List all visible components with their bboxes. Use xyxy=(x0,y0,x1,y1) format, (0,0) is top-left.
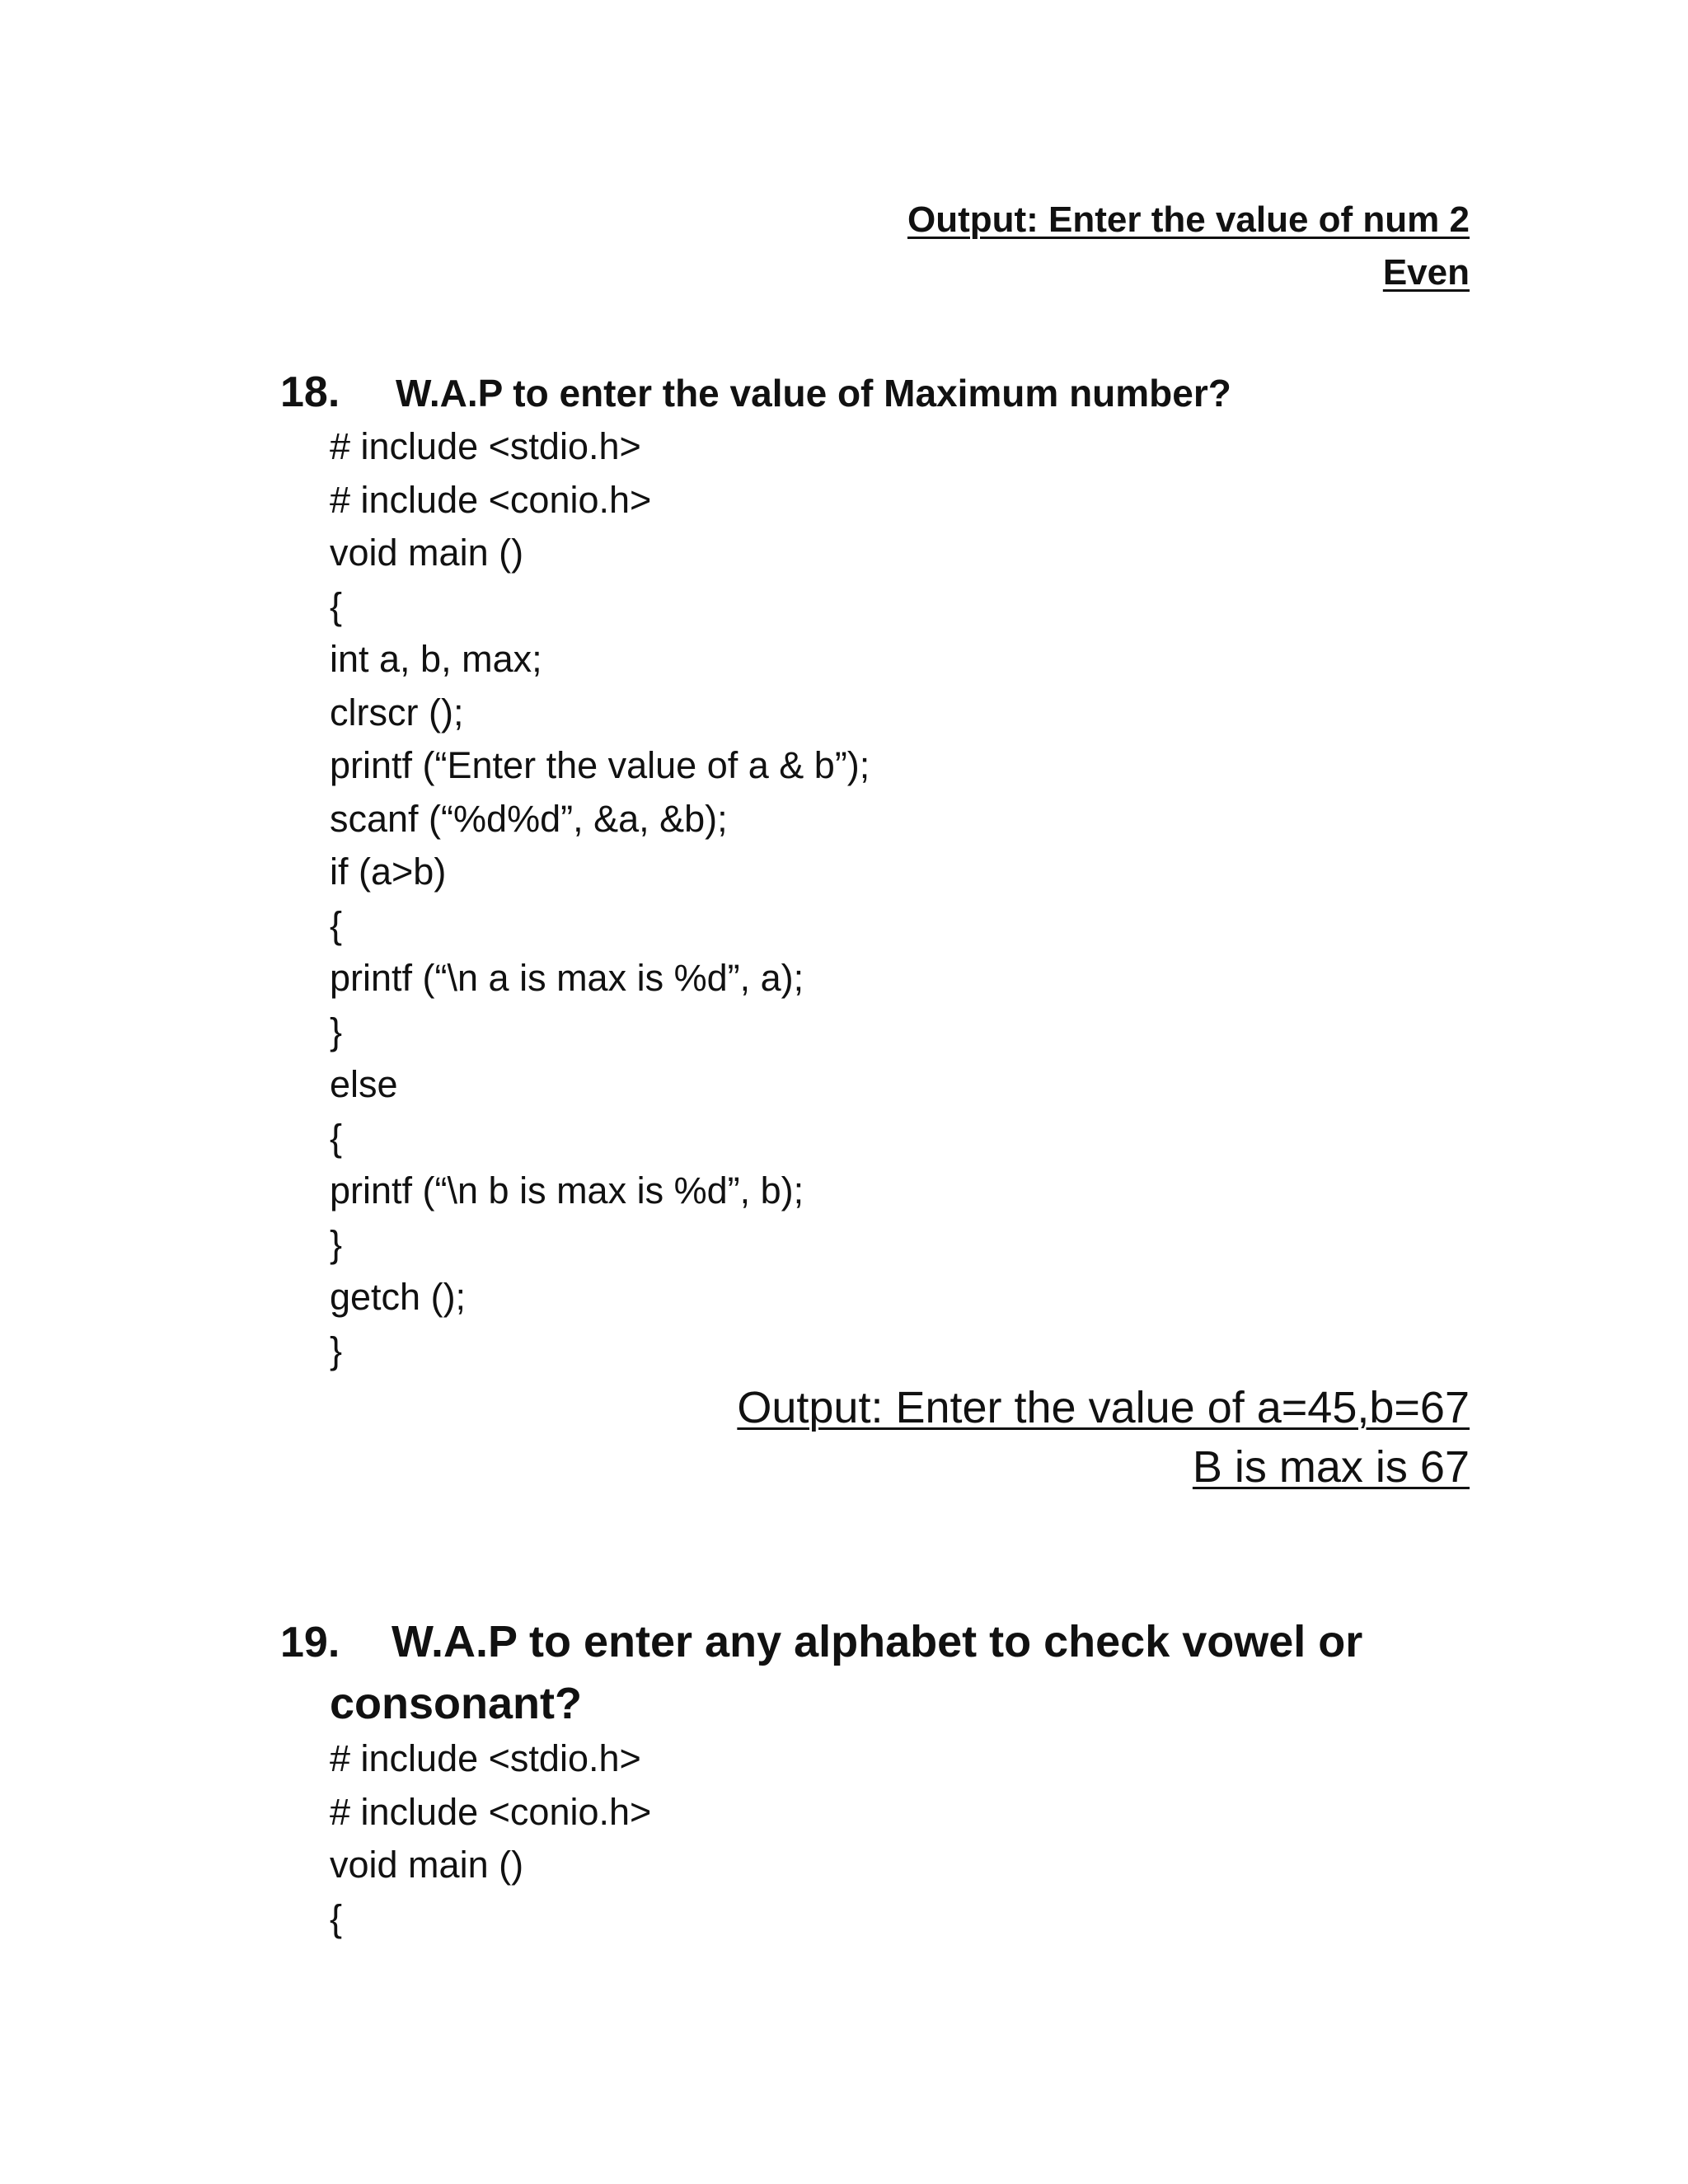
code-line: { xyxy=(330,1896,343,1939)
code-line: void main () xyxy=(330,532,524,574)
question-19-title-line-2: consonant? xyxy=(330,1679,582,1728)
code-line: void main () xyxy=(330,1844,524,1886)
question-19-heading xyxy=(280,1611,1362,1734)
code-line: printf (“Enter the value of a & b”); xyxy=(330,744,870,786)
code-line: } xyxy=(330,1010,343,1052)
question-18-output-line-2: B is max is 67 xyxy=(1192,1442,1470,1492)
question-19-number: 19. xyxy=(280,1619,340,1666)
code-line: clrscr (); xyxy=(330,691,464,733)
question-19-title-line-1: W.A.P to enter any alphabet to check vowel or xyxy=(392,1617,1363,1666)
question-18-code xyxy=(330,420,870,1377)
code-line: } xyxy=(330,1222,343,1265)
code-line: { xyxy=(330,584,343,627)
code-line: if (a>b) xyxy=(330,851,447,893)
top-output-block xyxy=(907,194,1470,299)
code-line: getch (); xyxy=(330,1276,467,1318)
code-line: # include <conio.h> xyxy=(330,478,652,521)
code-line: else xyxy=(330,1063,398,1105)
code-line: printf (“\n b is max is %d”, b); xyxy=(330,1169,804,1212)
code-line: { xyxy=(330,903,343,946)
code-line: # include <stdio.h> xyxy=(330,1737,641,1779)
code-line: int a, b, max; xyxy=(330,638,542,680)
question-19-code xyxy=(330,1732,651,1945)
code-line: # include <conio.h> xyxy=(330,1790,652,1833)
code-line: { xyxy=(330,1116,343,1159)
code-line: printf (“\n a is max is %d”, a); xyxy=(330,957,804,999)
top-output-line-2: Even xyxy=(1382,252,1470,293)
question-18-output-line-1: Output: Enter the value of a=45,b=67 xyxy=(737,1383,1470,1432)
question-18-number: 18. xyxy=(280,368,340,416)
question-18-output-block xyxy=(737,1378,1470,1497)
code-line: } xyxy=(330,1329,343,1371)
code-line: scanf (“%d%d”, &a, &b); xyxy=(330,797,728,840)
question-18-heading xyxy=(280,363,1231,423)
question-18-title: W.A.P to enter the value of Maximum number? xyxy=(396,372,1231,415)
top-output-line-1: Output: Enter the value of num 2 xyxy=(907,199,1470,240)
code-line: # include <stdio.h> xyxy=(330,425,641,467)
